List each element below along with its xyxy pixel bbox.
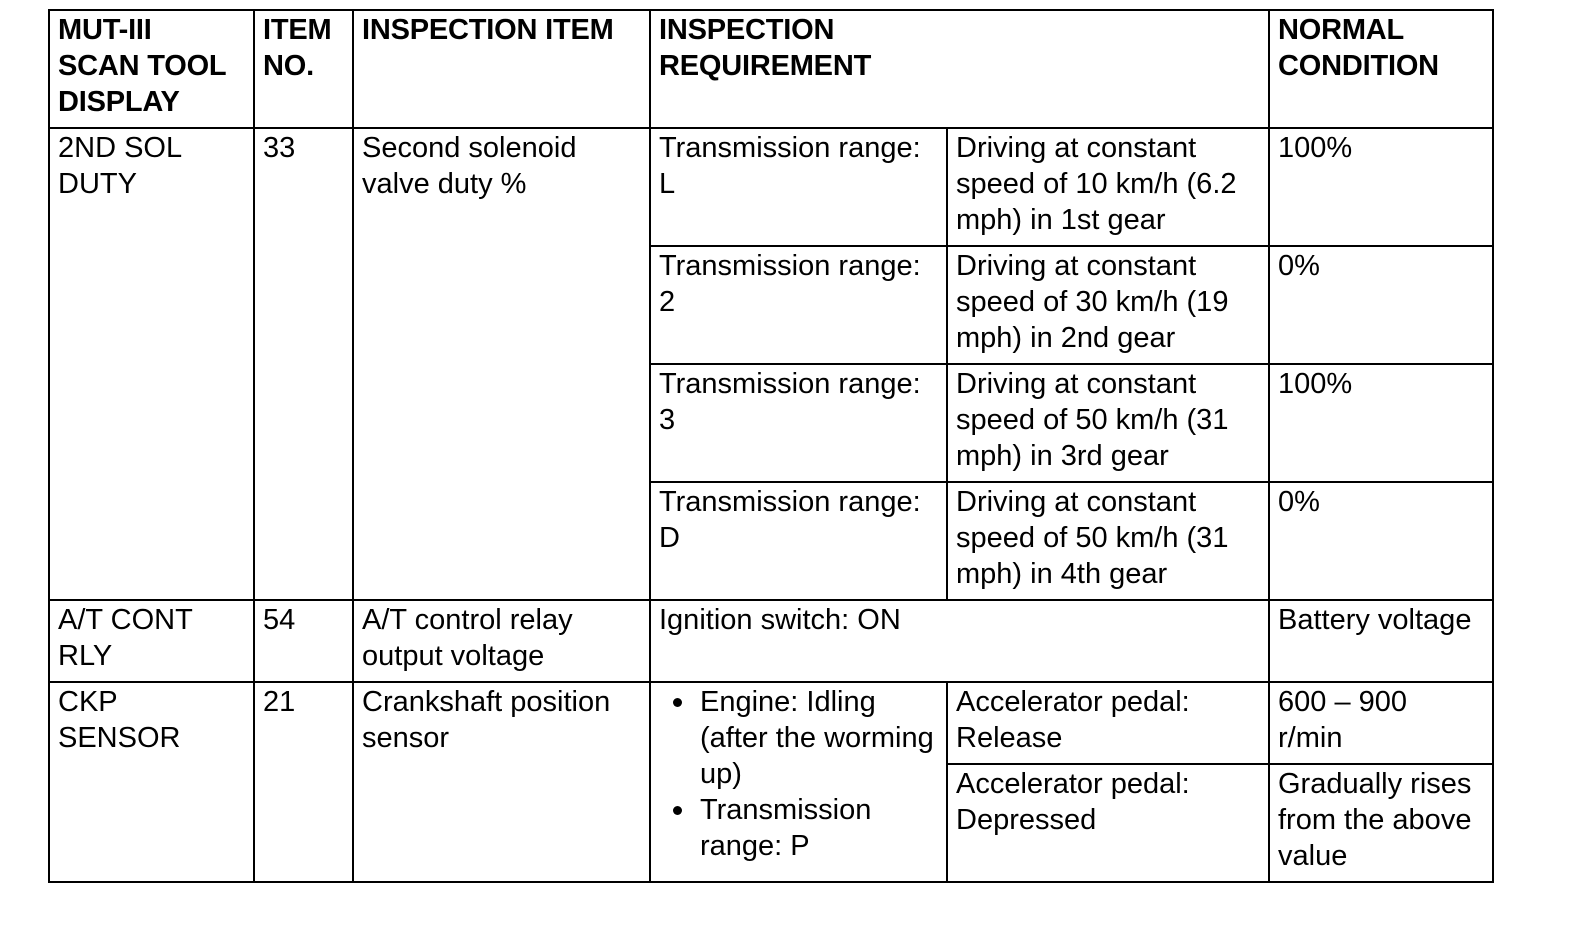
header-display: MUT-III SCAN TOOL DISPLAY (49, 10, 254, 128)
normal-cell: Battery voltage (1269, 600, 1493, 682)
normal-cell: 100% (1269, 128, 1493, 246)
item-no-cell: 21 (254, 682, 353, 882)
display-cell: A/T CONT RLY (49, 600, 254, 682)
table-row (49, 682, 1493, 764)
condition-cell: Driving at constant speed of 50 km/h (31 mph) in 4th gear (947, 482, 1269, 600)
item-no-cell: 33 (254, 128, 353, 600)
condition-cell: Driving at constant speed of 50 km/h (31 mph) in 3rd gear (947, 364, 1269, 482)
header-inspection-requirement: INSPECTION REQUIREMENT (650, 10, 1269, 128)
header-inspection-item: INSPECTION ITEM (353, 10, 650, 128)
requirement-cell: Ignition switch: ON (650, 600, 1269, 682)
bullet-item (659, 792, 940, 864)
bullet-list (659, 684, 940, 864)
range-cell: Transmission range: D (650, 482, 947, 600)
normal-cell: 0% (1269, 482, 1493, 600)
table-row (49, 600, 1493, 682)
bullet-requirement-cell (650, 682, 947, 882)
normal-cell: 100% (1269, 364, 1493, 482)
header-row (49, 10, 1493, 128)
bullet-icon (673, 698, 682, 707)
normal-cell: 600 – 900 r/min (1269, 682, 1493, 764)
condition-cell: Accelerator pedal: Depressed (947, 764, 1269, 882)
inspection-item-cell: Second solenoid valve duty % (353, 128, 650, 600)
range-cell: Transmission range: 3 (650, 364, 947, 482)
condition-cell: Driving at constant speed of 30 km/h (19 mph) in 2nd gear (947, 246, 1269, 364)
display-cell: 2ND SOL DUTY (49, 128, 254, 600)
header-normal-condition: NORMAL CONDITION (1269, 10, 1493, 128)
inspection-table (48, 9, 1494, 883)
display-cell: CKP SENSOR (49, 682, 254, 882)
bullet-icon (673, 806, 682, 815)
range-cell: Transmission range: 2 (650, 246, 947, 364)
normal-cell: Gradually rises from the above value (1269, 764, 1493, 882)
header-item-no: ITEM NO. (254, 10, 353, 128)
normal-cell: 0% (1269, 246, 1493, 364)
condition-cell: Accelerator pedal: Release (947, 682, 1269, 764)
bullet-text: Transmission range: P (700, 794, 872, 862)
table-row (49, 128, 1493, 246)
range-cell: Transmission range: L (650, 128, 947, 246)
bullet-item (659, 684, 940, 792)
item-no-cell: 54 (254, 600, 353, 682)
condition-cell: Driving at constant speed of 10 km/h (6.2 mph) in 1st gear (947, 128, 1269, 246)
inspection-item-cell: Crankshaft position sensor (353, 682, 650, 882)
inspection-item-cell: A/T control relay output voltage (353, 600, 650, 682)
bullet-text: Engine: Idling (after the worming up) (700, 686, 934, 790)
